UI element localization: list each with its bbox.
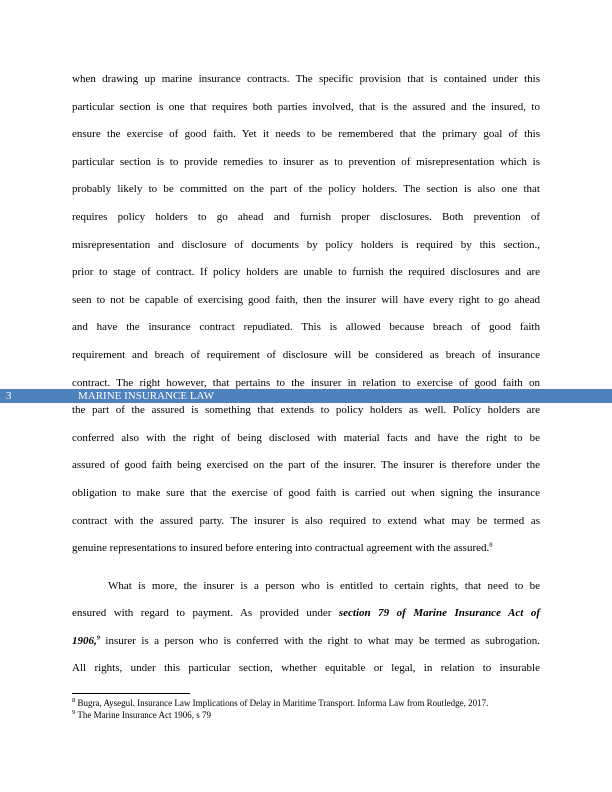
paragraph-1-line: requirement and breach of requirement of disclosure will be considered as breach of insurance [72,348,540,361]
page-header-band [0,389,612,403]
footnote-text: The Marine Insurance Act 1906, s 79 [75,710,212,720]
statute-citation: section 79 of Marine Insurance Act of [338,607,540,620]
footnote-ref-9[interactable]: 9 [96,634,100,642]
paragraph-1-line: misrepresentation and disclosure of documents by policy holders is required by this section., [72,238,540,251]
footnote-number: 8 [72,697,76,704]
paragraph-1-line: conferred also with the right of being disclosed with material facts and have the right to be [72,431,540,444]
paragraph-2-line-3-text: insurer is a person who is conferred with the right to what may be termed as subrogation. [100,634,540,647]
paragraph-1-line: requires policy holders to go ahead and furnish proper disclosures. Both prevention of [72,210,540,223]
paragraph-1 [72,66,540,563]
paragraph-2-line-1: What is more, the insurer is a person who is entitled to certain rights, that need to be [108,579,540,592]
running-head: MARINE INSURANCE LAW [78,390,215,402]
paragraph-1-line: contract with the assured party. The insurer is also required to extend what may be termed as [72,514,540,527]
paragraph-1-line: ensure the exercise of good faith. Yet it needs to be remembered that the primary goal of this [72,128,540,141]
paragraph-1-line: particular section is to provide remedies to insurer as to prevention of misrepresentation which is [72,155,540,168]
paragraph-1-line: prior to stage of contract. If policy holders are unable to furnish the required disclosures and are [72,266,540,279]
footnote-ref-8[interactable]: 8 [489,541,493,549]
paragraph-gap [72,563,540,573]
statute-year: 1906, [72,634,97,647]
footnote-separator [72,693,190,694]
paragraph-1-line: when drawing up marine insurance contracts. The specific provision that is contained under this [72,73,540,85]
paragraph-2-line-2 [72,600,540,628]
body-text [72,66,540,683]
paragraph-2-line-3 [72,628,540,656]
page-number: 3 [6,390,12,402]
paragraph-1-line: the part of the assured is something that extends to policy holders as well. Policy holders are [72,404,540,417]
footnotes [72,697,552,721]
footnote-number: 9 [72,709,76,716]
paragraph-1-line: obligation to make sure that the exercise of good faith is carried out when signing the insurance [72,486,540,499]
paragraph-2-line-2-text: ensured with regard to payment. As provided under [72,607,339,620]
paragraph-1-line: particular section is one that requires both parties involved, that is the assured and the insured, to [72,100,540,113]
footnote-8 [72,697,552,709]
paragraph-1-line: genuine representations to insured before entering into contractual agreement with the assured. [72,542,490,555]
paragraph-1-line: assured of good faith being exercised on the part of the insurer. The insurer is therefore under the [72,459,540,472]
paragraph-2 [72,573,540,683]
paragraph-2-line-4: All rights, under this particular section, whether equitable or legal, in relation to insurable [72,662,540,675]
footnote-text: Bugra, Aysegul. Insurance Law Implications of Delay in Maritime Transport. Informa Law from Routledge, 2017. [75,698,489,708]
footnote-9 [72,709,552,721]
paragraph-1-line: and have the insurance contract repudiated. This is allowed because breach of good faith [72,321,540,334]
paragraph-1-last-line [72,535,540,563]
paragraph-1-line: seen to not be capable of exercising good faith, then the insurer will have every right to go ahead [72,293,540,306]
paragraph-1-line: probably likely to be committed on the part of the policy holders. The section is also one that [72,183,540,196]
paragraph-1-line: contract. The right however, that pertains to the insurer in relation to exercise of good faith on [72,376,540,389]
